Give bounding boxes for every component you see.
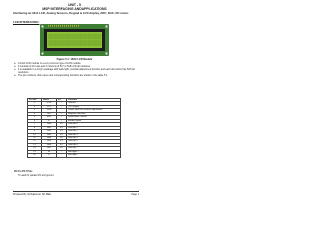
cell-io: I/O (57, 136, 67, 139)
lcd-character-cell (82, 34, 85, 39)
cell-io: - (57, 154, 67, 157)
lcd-character-cell (58, 41, 61, 46)
lcd-character-cell (65, 34, 68, 39)
cell-name: VSS (42, 102, 57, 105)
cell-name: DB0 (42, 123, 57, 126)
lcd-character-cell (68, 41, 71, 46)
cell-io: I (57, 119, 67, 122)
cell-pin-no: 15 (28, 150, 42, 153)
unit-label: UNIT - 5 (68, 3, 81, 7)
lcd-character-cell (58, 34, 61, 39)
lcd-character-cell (98, 41, 101, 46)
bullet-list (14, 63, 139, 78)
cell-name: DB5 (42, 140, 57, 143)
cell-io: - (57, 102, 67, 105)
header-io: I/O (57, 99, 67, 102)
lcd-character-cell (95, 34, 98, 39)
lcd-character-cell (52, 41, 55, 46)
figure-caption: Figure 5.1: 16X2 LCD Module (56, 58, 93, 61)
lcd-character-cell (52, 34, 55, 39)
cell-name: DB6 (42, 143, 57, 146)
cell-io: I/O (57, 126, 67, 129)
cell-function: Data Bit 0 (67, 123, 121, 126)
lcd-module-figure (40, 24, 109, 56)
cell-io: I (57, 112, 67, 115)
cell-pin-no: 12 (28, 140, 42, 143)
document-page (0, 0, 149, 198)
lcd-character-cell (49, 41, 52, 46)
lcd-character-cell (78, 34, 81, 39)
cell-function: Data Bit 3 (67, 133, 121, 136)
cell-function: Backlight - (67, 154, 121, 157)
cell-io: I (57, 116, 67, 119)
cell-pin-no: 1 (28, 102, 42, 105)
cell-pin-no: 10 (28, 133, 42, 136)
lcd-character-cell (88, 34, 91, 39)
cell-pin-no: 7 (28, 123, 42, 126)
lcd-character-cell (98, 34, 101, 39)
lcd-character-cell (88, 41, 91, 46)
section-title: LCD INTERFACING: (13, 20, 40, 24)
cell-function: Data Bit 5 (67, 140, 121, 143)
cell-function: Data Bit 6 (67, 143, 121, 146)
lcd-character-cell (91, 41, 94, 46)
cell-name: K (42, 154, 57, 157)
cell-io: I/O (57, 133, 67, 136)
lcd-character-cell (65, 41, 68, 46)
cell-io: I/O (57, 123, 67, 126)
lcd-character-cell (49, 34, 52, 39)
lcd-character-cell (82, 41, 85, 46)
cell-pin-no: 8 (28, 126, 42, 129)
lcd-character-cell (91, 34, 94, 39)
cell-name: VEE (42, 109, 57, 112)
cell-pin-no: 6 (28, 119, 42, 122)
header-pin-no: Pin No. (28, 99, 42, 102)
lcd-character-cell (62, 41, 65, 46)
pin-table (27, 98, 121, 158)
footer-page-number: Page 1 (131, 193, 139, 196)
cell-io: I/O (57, 140, 67, 143)
cell-io: - (57, 109, 67, 112)
cell-function: Data Bit 2 (67, 130, 121, 133)
cell-io: I/O (57, 143, 67, 146)
bullet-item: ❖ The pin numbers, their name and corresponding functions are shown in the table 5.1. (14, 75, 139, 78)
cell-pin-no: 9 (28, 130, 42, 133)
cell-pin-no: 2 (28, 105, 42, 108)
table-row (28, 154, 121, 157)
cell-name: VCC (42, 105, 57, 108)
cell-function: Backlight + (67, 150, 121, 153)
cell-function: Ground (67, 102, 121, 105)
pin-note-title: P2.3 to P2.7 Pins (14, 171, 33, 173)
lcd-character-cell (95, 41, 98, 46)
lcd-character-cell (68, 34, 71, 39)
cell-io: I/O (57, 130, 67, 133)
bullet-item: ❖ A 16x2 LCD module is a very common type of LCD module. (14, 63, 139, 66)
bullet-item: ❖ It is available in a 16 pin package with back light ,contrast adjustment function and each dot matrix has 5x8 dot resolution. (14, 69, 139, 75)
cell-io: - (57, 150, 67, 153)
cell-function: Data Bit 1 (67, 126, 121, 129)
cell-pin-no: 13 (28, 143, 42, 146)
cell-function: Read/Write Control (67, 116, 121, 119)
cell-pin-no: 11 (28, 136, 42, 139)
lcd-character-cell (85, 34, 88, 39)
lcd-character-cell (55, 34, 58, 39)
pin-table-body (28, 102, 121, 157)
cell-name: DB4 (42, 136, 57, 139)
cell-name: DB7 (42, 147, 57, 150)
intro-text: Interfacing an 16x4 LCD, Analog Sensors, Keypad & LCD display, ADC, DAC, DC motor. (13, 11, 129, 15)
lcd-character-cell (62, 34, 65, 39)
cell-function: Register selection (67, 112, 121, 115)
unit-title: MSP INTERFACING ANDAPPLICATIONS (42, 6, 107, 11)
lcd-character-cell (78, 41, 81, 46)
cell-io: - (57, 105, 67, 108)
cell-pin-no: 14 (28, 147, 42, 150)
cell-function: +5V supply (67, 105, 121, 108)
lcd-module-image (40, 24, 109, 56)
lcd-character-cell (55, 41, 58, 46)
cell-name: DB1 (42, 126, 57, 129)
lcd-character-cell (75, 34, 78, 39)
lcd-character-cell (72, 34, 75, 39)
cell-name: DB2 (42, 130, 57, 133)
pin-note-text: To used for parallel I/O and ground (18, 175, 54, 177)
header-name: Name (42, 99, 57, 102)
cell-pin-no: 3 (28, 109, 42, 112)
cell-pin-no: 5 (28, 116, 42, 119)
cell-name: E (42, 119, 57, 122)
cell-io: I/O (57, 147, 67, 150)
page-footer (13, 191, 139, 196)
header-function: Function (67, 99, 121, 102)
cell-name: RS (42, 112, 57, 115)
cell-function: Enable signal (67, 119, 121, 122)
cell-pin-no: 4 (28, 112, 42, 115)
lcd-character-cell (75, 41, 78, 46)
lcd-character-cell (72, 41, 75, 46)
cell-function: Data Bit 7 (67, 147, 121, 150)
cell-name: A (42, 150, 57, 153)
footer-author: Prepared By: Er.Rajkumar, AP, BEE (13, 193, 51, 196)
lcd-character-cell (85, 41, 88, 46)
cell-name: R/W (42, 116, 57, 119)
cell-function: Data Bit 4 (67, 136, 121, 139)
cell-pin-no: 16 (28, 154, 42, 157)
bullet-item: ❖ It consists of 16 rows and 2 columns of 5x7 or 5x8 LCD dot matrices. (14, 66, 139, 69)
cell-name: DB3 (42, 133, 57, 136)
cell-function: Power input for contrast adjustment (67, 109, 121, 112)
